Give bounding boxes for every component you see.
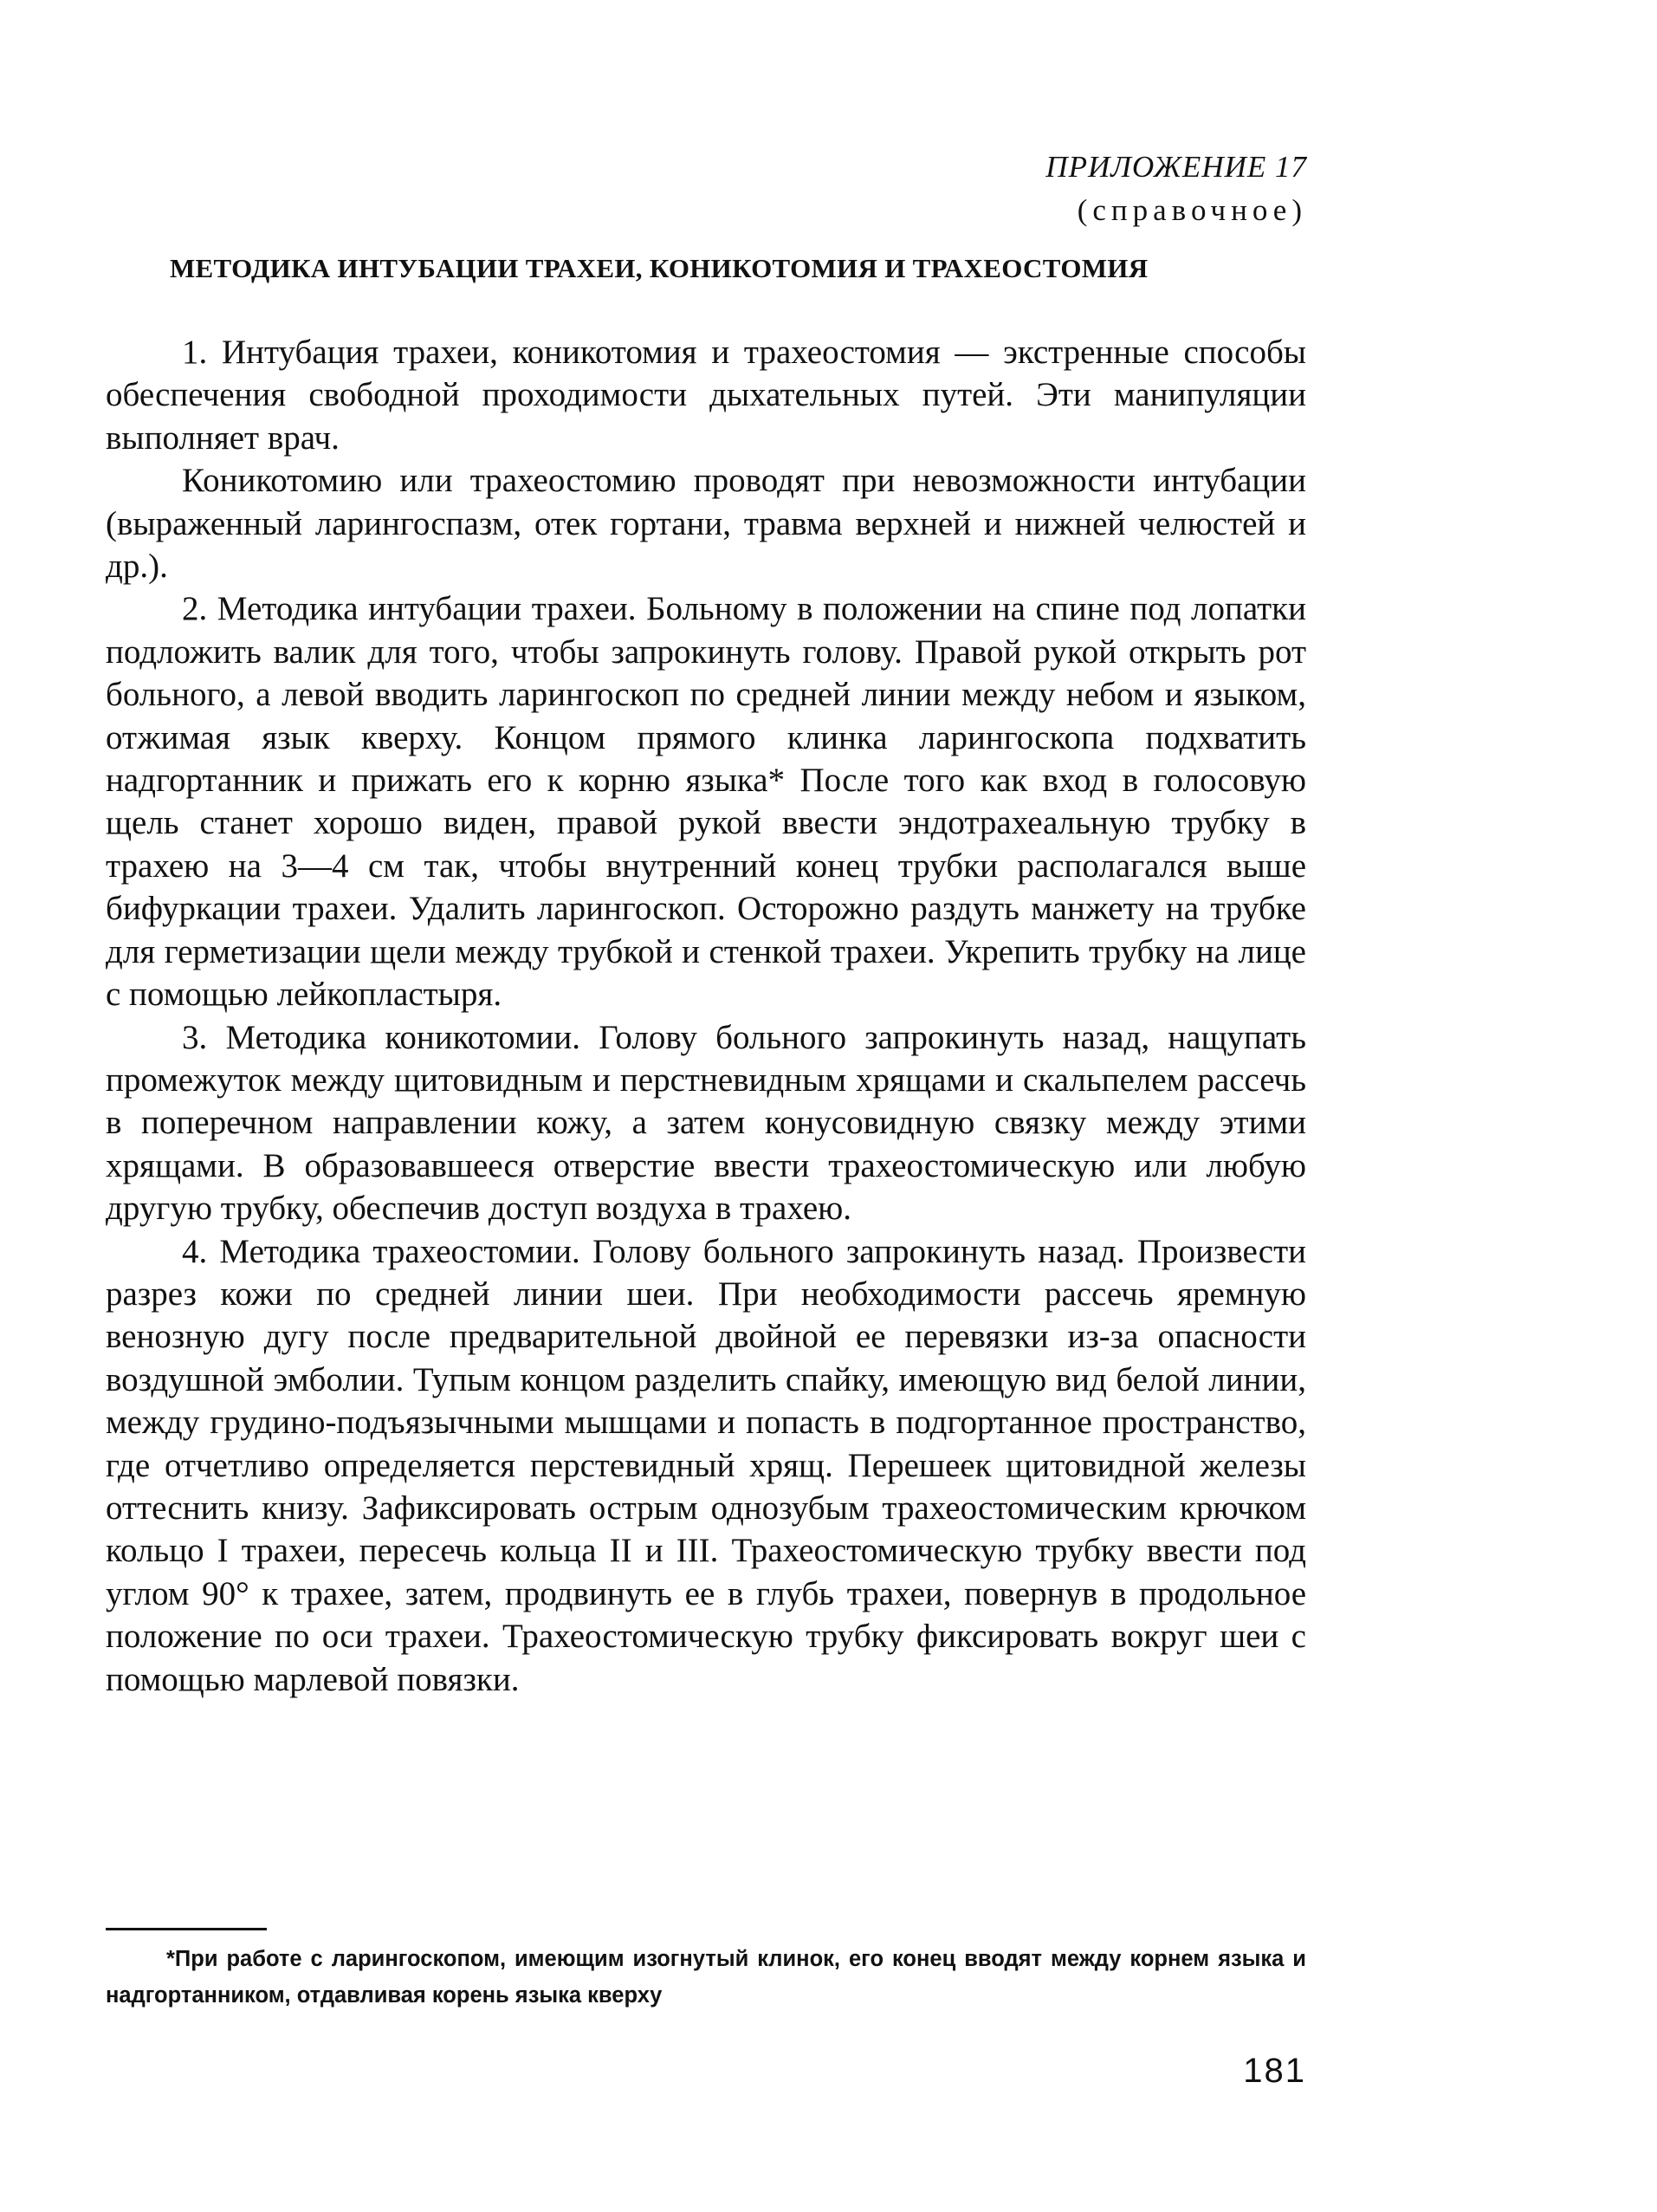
paragraph-2: Коникотомию или трахеостомию проводят при невозможности интубации (выраженный ларингоспазм, отек гортани, травма верхней и нижней челюстей и др.).: [106, 462, 1306, 586]
body-text: [106, 331, 1306, 1701]
paragraph-5: 4. Методика трахеостомии. Голову больного запрокинуть назад. Произвести разрез кожи по средней линии шеи. При необходимости рассечь яремную венозную дугу после предварительной двойной ее перевязки из-за опасности воздушной эмболии. Тупым концом разделить спайку, имеющую вид белой линии, между грудино-подъязычными мышцами и попасть в подгортанное пространство, где отчетливо определяется перстевидный хрящ. Перешеек щитовидной железы оттеснить книзу. Зафиксировать острым однозубым трахеостомическим крючком кольцо I трахеи, пересечь кольца II и III. Трахеостомическую трубку ввести под углом 90° к трахее, затем, продвинуть ее в глубь трахеи, повернув в продольное положение по оси трахеи. Трахеостомическую трубку фиксировать вокруг шеи с помощью марлевой повязки.: [106, 1232, 1306, 1698]
page-number: 181: [1243, 2052, 1306, 2090]
appendix-subtitle: (справочное): [1077, 193, 1307, 227]
paragraph-4: 3. Методика коникотомии. Голову больного запрокинуть назад, нащупать промежуток между щитовидным и перстневидным хрящами и скальпелем рассечь в поперечном направлении кожу, а затем конусовидную связку между этими хрящами. В образовавшееся отверстие ввести трахеостомическую или любую другую трубку, обеспечив доступ воздуха в трахею.: [106, 1018, 1306, 1228]
appendix-heading: [1045, 146, 1307, 232]
footnote: *При работе с ларингоскопом, имеющим изогнутый клинок, его конец вводят между корнем языка и надгортанником, отдавливая корень языка кверху: [106, 1947, 1306, 2008]
paragraph-1: 1. Интубация трахеи, коникотомия и трахеостомия — экстренные способы обеспечения свободной проходимости дыхательных путей. Эти манипуляции выполняет врач.: [106, 334, 1306, 457]
appendix-label: ПРИЛОЖЕНИЕ 17: [1045, 150, 1307, 184]
footnote-divider: [106, 1928, 267, 1930]
page-title: МЕТОДИКА ИНТУБАЦИИ ТРАХЕИ, КОНИКОТОМИЯ И ТРАХЕОСТОМИЯ: [170, 253, 1149, 283]
paragraph-3: 2. Методика интубации трахеи. Больному в положении на спине под лопатки подложить валик для того, чтобы запрокинуть голову. Правой рукой открыть рот больного, а левой вводить ларингоскоп по средней линии между небом и языком, отжимая язык кверху. Концом прямого клинка ларингоскопа подхватить надгортанник и прижать его к корню языка* После того как вход в голосовую щель станет хорошо виден, правой рукой ввести эндотрахеальную трубку в трахею на 3—4 см так, чтобы внутренний конец трубки располагался выше бифуркации трахеи. Удалить ларингоскоп. Осторожно раздуть манжету на трубке для герметизации щели между трубкой и стенкой трахеи. Укрепить трубку на лице с помощью лейкопластыря.: [106, 590, 1306, 1014]
